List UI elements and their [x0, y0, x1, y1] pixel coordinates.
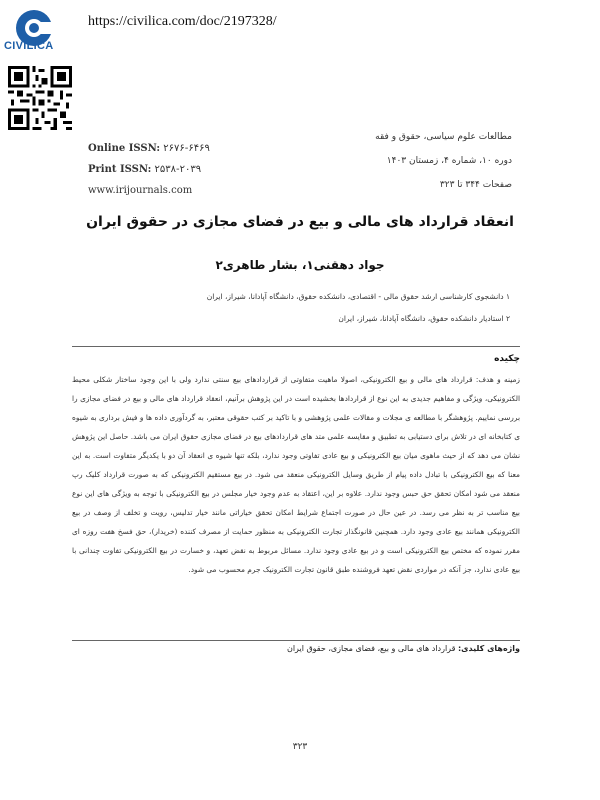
journal-name: مطالعات علوم سیاسی، حقوق و فقه — [375, 132, 512, 142]
divider-top — [72, 346, 520, 347]
journal-website[interactable]: www.irijournals.com — [88, 185, 193, 196]
journal-pages: صفحات ۳۴۴ تا ۳۲۳ — [439, 180, 512, 190]
logo-text: CIVILICA — [4, 40, 54, 52]
affiliation-1: ۱ دانشجوی کارشناسی ارشد حقوق مالی - اقتصادی، دانشکده حقوق، دانشگاه آپادانا، شیراز، ایران — [206, 292, 510, 301]
civilica-logo-icon — [6, 6, 62, 62]
keywords — [72, 644, 520, 653]
abstract-text: زمینه و هدف: قرارداد های مالی و بیع الکترونیکی، اصولا ماهیت متفاوتی از قراردادهای بیع سنتی ندارد ولی با این وجود ساختار شکلی محیط الکترونیکی، ویژگی و مفاهیم جدیدی به این نوع از قراردادها بخشیده است در این پژوهش برآنیم، انعقاد قرارداد های مالی و بیع در فضای مجازی را بررسی نماییم. پژوهشگر با مطالعه ی مجلات و مقالات علمی پژوهشی و با تاکید بر کتب حقوقی معتبر، به گردآوری داده ها و فیش برداری به شیوه ی کتابخانه ای در تلاش برای دستیابی به تطبیق و مقایسه علمی متد های قراردادهای بیع در فضای مجازی حقوق ایران می باشد. حاصل این پژوهش نشان می دهد که از حیث ماهوی میان بیع الکترونیکی و بیع عادی تفاوتی وجود ندارد، بلکه تنها شیوه ی انعقاد آن دو با یکدیگر متفاوت است. به این معنا که بیع الکترونیکی با تبادل داده پیام از طریق وسایل الکترونیکی منعقد می شود. در بیع مستقیم الکترونیکی که به صورت قرارداد کلیک رپ منعقد می شود امکان تحقق حق حبس وجود ندارد. علاوه بر این، اعتقاد به عدم وجود خیار مجلس در بیع الکترونیکی با توجه به ویژگی های این نوع بیع مناسب تر به نظر می رسد. در عین حال در صورت اجتماع شرایط امکان تحقق خیاراتی مانند خیار تدلیس، رویت و تخلف از وصف در بیع الکترونیکی همانند بیع عادی وجود دارد. همچنین قانونگذار تجارت الکترونیکی به منظور حمایت از مصرف کننده (خریدار)، حق فسخ هفت روزه ای مقرر نموده که مختص بیع الکترونیکی است و در بیع عادی وجود ندارد. مسائل مربوط به نقض تعهد، و خسارت در بیع الکترونیکی تفاوت چندانی با بیع عادی ندارد، جز آنکه در مواردی نقض تعهد فروشنده طبق قانون تجارت الکترونیک جرم محسوب می شود. — [72, 375, 520, 574]
online-issn: Online ISSN: ۲۶۷۶-۶۴۶۹ — [88, 143, 210, 154]
journal-info — [375, 125, 512, 197]
article-title: انعقاد قرارداد های مالی و بیع در فضای مجازی در حقوق ایران — [86, 214, 514, 230]
issn-block — [88, 138, 210, 201]
keywords-value: قرارداد های مالی و بیع، فضای مجازی، حقوق ایران — [286, 644, 456, 653]
keywords-label: واژه‌های کلیدی: — [457, 644, 520, 653]
document-url[interactable]: https://civilica.com/doc/2197328/ — [88, 14, 277, 29]
affiliation-2: ۲ استادیار دانشکده حقوق، دانشگاه آپادانا، شیراز، ایران — [338, 314, 510, 323]
article-authors: جواد دهقنی۱، بشار طاهری۲ — [215, 258, 385, 272]
print-issn: Print ISSN: ۲۵۳۸-۲۰۳۹ — [88, 164, 202, 175]
divider-bottom — [72, 640, 520, 641]
abstract-heading: چکیده — [494, 354, 520, 364]
qr-code-icon — [8, 66, 72, 130]
page-number: ۳۲۳ — [292, 742, 308, 752]
journal-issue: دوره ۱۰، شماره ۴، زمستان ۱۴۰۳ — [386, 156, 512, 166]
